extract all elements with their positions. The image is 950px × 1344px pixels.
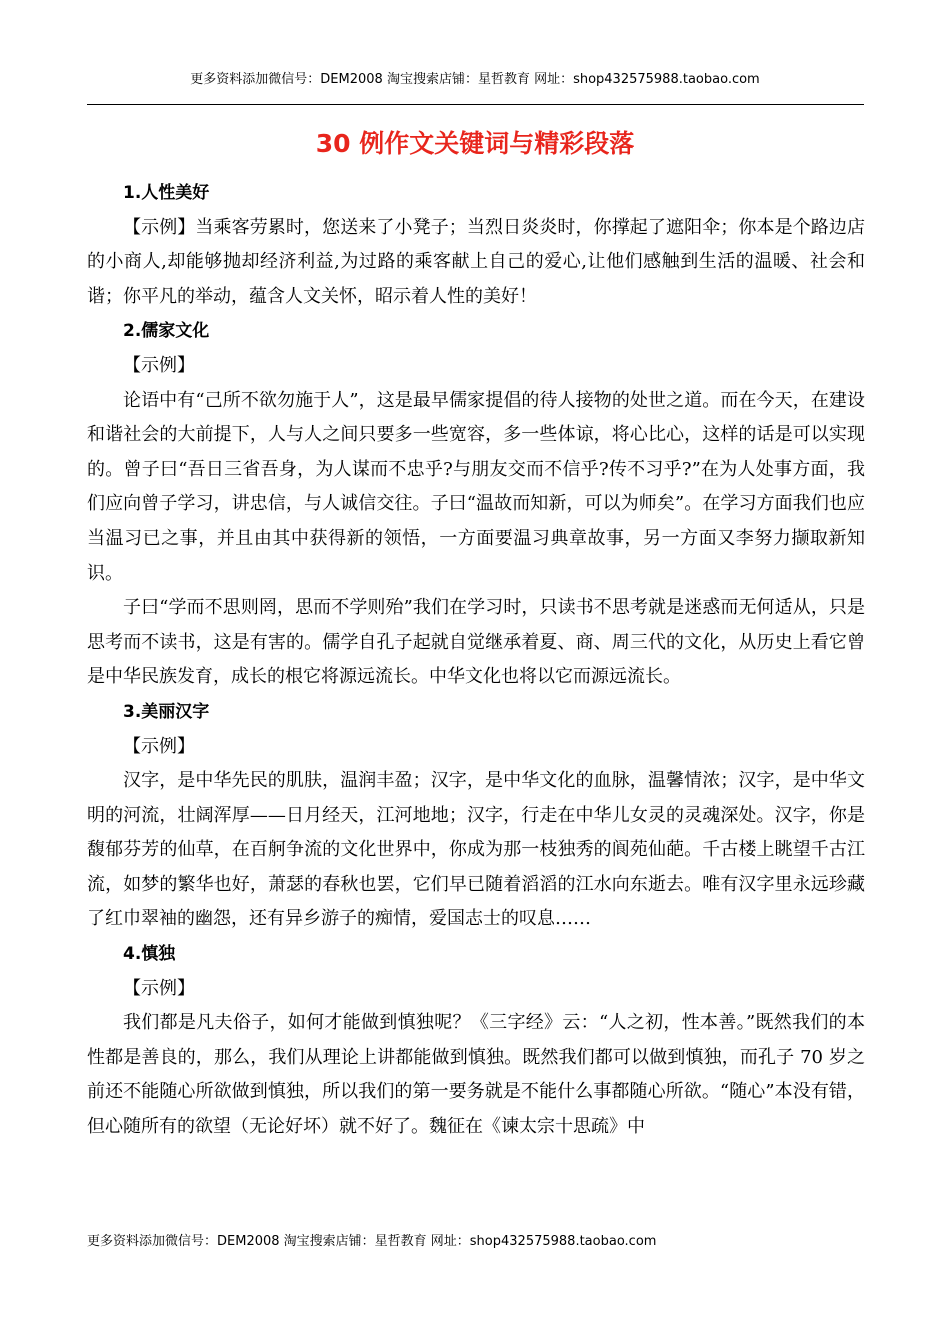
paragraph: 【示例】 <box>123 977 195 999</box>
document-body <box>87 176 865 1145</box>
paragraph: 【示例】 <box>123 354 195 376</box>
page-header: 更多资料添加微信号：DEM2008 淘宝搜索店铺：星哲教育 网址：shop432575988.taobao.com <box>190 72 760 87</box>
paragraph: 子曰“学而不思则罔，思而不学则殆”我们在学习时，只读书不思考就是迷惑而无何适从，只是思考而不读书，这是有害的。儒学自孔子起就自觉继承着夏、商、周三代的文化，从历史上看它曾是中华民族发育，成长的根它将源远流长。中华文化也将以它而源远流长。 <box>87 597 865 688</box>
header-rule <box>87 104 864 105</box>
paragraph: 汉字，是中华先民的肌肤，温润丰盈；汉字，是中华文化的血脉，温馨情浓；汉字，是中华文明的河流，壮阔浑厚——日月经天，江河地地；汉字，行走在中华儿女灵的灵魂深处。汉字，你是馥郁芬芳的仙草，在百舸争流的文化世界中，你成为那一枝独秀的阆苑仙葩。千古楼上眺望千古江流，如梦的繁华也好，萧瑟的春秋也罢，它们早已随着滔滔的江水向东逝去。唯有汉字里永远珍藏了红巾翠袖的幽怨，还有异乡游子的痴情，爱国志士的叹息…… <box>87 770 865 930</box>
section-heading: 1.人性美好 <box>123 183 210 203</box>
section-heading: 2.儒家文化 <box>123 321 210 342</box>
section-heading: 3.美丽汉字 <box>123 701 210 722</box>
paragraph: 我们都是凡夫俗子，如何才能做到慎独呢？《三字经》云：“人之初，性本善。”既然我们的本性都是善良的，那么，我们从理论上讲都能做到慎独。既然我们都可以做到慎独，而孔子 70 岁之前还不能随心所欲做到慎独，所以我们的第一要务就是不能什么事都随心所欲。“随心”本没有错，但心随所有的欲望（无论好坏）就不好了。魏征在《谏太宗十思疏》中 <box>87 1012 865 1138</box>
page-footer: 更多资料添加微信号：DEM2008 淘宝搜索店铺：星哲教育 网址：shop432575988.taobao.com <box>87 1234 657 1249</box>
paragraph: 【示例】 <box>123 735 195 757</box>
section-heading: 4.慎独 <box>123 944 176 965</box>
paragraph: 【示例】当乘客劳累时，您送来了小凳子；当烈日炎炎时，你撑起了遮阳伞；你本是个路边店的小商人,却能够抛却经济利益,为过路的乘客献上自己的爱心,让他们感触到生活的温暖、社会和谐；你平凡的举动，蕴含人文关怀，昭示着人性的美好！ <box>87 216 865 307</box>
paragraph: 论语中有“己所不欲勿施于人”，这是最早儒家提倡的待人接物的处世之道。而在今天，在建设和谐社会的大前提下，人与人之间只要多一些宽容，多一些体谅，将心比心，这样的话是可以实现的。曾子曰“吾日三省吾身，为人谋而不忠乎?与朋友交而不信乎?传不习乎?”在为人处事方面，我们应向曾子学习，讲忠信，与人诚信交往。子曰“温故而知新，可以为师矣”。在学习方面我们也应当温习已之事，并且由其中获得新的领悟，一方面要温习典章故事，另一方面又李努力撷取新知识。 <box>87 389 865 584</box>
document-title: 30 例作文关键词与精彩段落 <box>315 129 635 158</box>
